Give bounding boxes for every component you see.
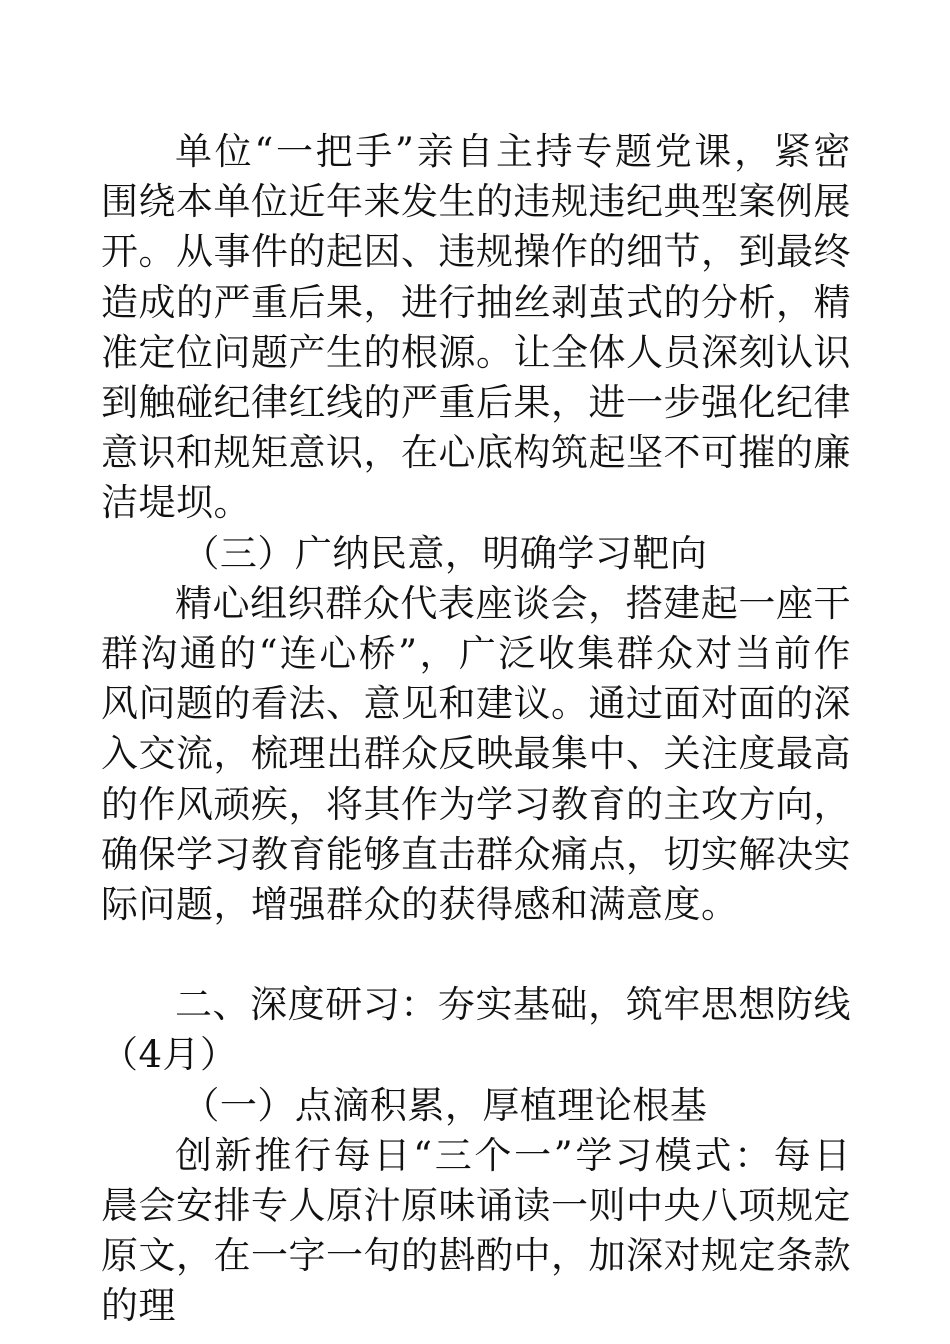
subheading-public-opinion: （三）广纳民意，明确学习靶向 bbox=[182, 531, 708, 575]
paragraph-party-lecture: 单位“一把手”亲自主持专题党课，紧密围绕本单位近年来发生的违规违纪典型案例展开。从事件的起因、违规操作的细节，到最终造成的严重后果，进行抽丝剥茧式的分析，精准定位问题产生的根源。让全体人员深刻认识到触碰纪律红线的严重后果，进一步强化纪律意识和规矩意识，在心底构筑起坚不可摧的廉洁堤坝。 bbox=[101, 130, 851, 525]
paragraph-daily-study-mode: 创新推行每日“三个一”学习模式：每日晨会安排专人原汁原味诵读一则中央八项规定原文，在一字一句的斟酌中，加深对规定条款的理 bbox=[101, 1133, 851, 1328]
subheading-theory-foundation: （一）点滴积累，厚植理论根基 bbox=[182, 1083, 708, 1127]
paragraph-spacer bbox=[101, 930, 851, 980]
section-heading-deep-study: 二、深度研习：夯实基础，筑牢思想防线（4月） bbox=[101, 983, 851, 1077]
document-body bbox=[101, 127, 851, 1332]
paragraph-public-forum: 精心组织群众代表座谈会，搭建起一座干群沟通的“连心桥”，广泛收集群众对当前作风问题的看法、意见和建议。通过面对面的深入交流，梳理出群众反映最集中、关注度最高的作风顽疾，将其作为学习教育的主攻方向，确保学习教育能够直击群众痛点，切实解决实际问题，增强群众的获得感和满意度。 bbox=[101, 581, 851, 927]
